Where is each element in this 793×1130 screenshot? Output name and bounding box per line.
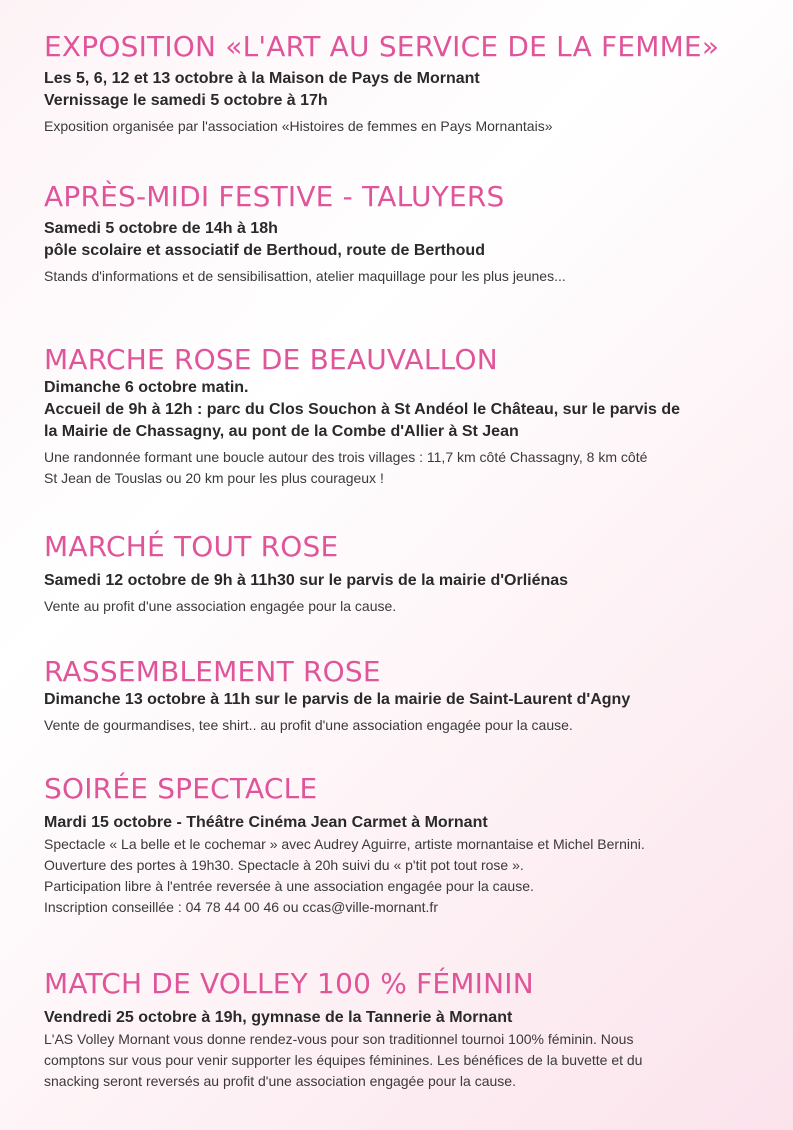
event-description-line: Participation libre à l'entrée reversée à une association engagée pour la cause. — [44, 878, 534, 894]
event-description-line: Spectacle « La belle et le cochemar » avec Audrey Aguirre, artiste mornantaise et Michel Bernini. — [44, 836, 645, 852]
event-description-line: St Jean de Touslas ou 20 km pour les plus courageux ! — [44, 470, 384, 486]
event-description-line: Inscription conseillée : 04 78 44 00 46 ou ccas@ville-mornant.fr — [44, 899, 438, 915]
event-description-line: comptons sur vous pour venir supporter les équipes féminines. Les bénéfices de la buvette et du — [44, 1052, 643, 1068]
event-detail-line: Dimanche 13 octobre à 11h sur le parvis de la mairie de Saint-Laurent d'Agny — [44, 691, 631, 708]
event-title: SOIRÉE SPECTACLE — [44, 772, 318, 805]
event-description-line: Une randonnée formant une boucle autour des trois villages : 11,7 km côté Chassagny, 8 km côté — [44, 449, 648, 465]
event-marche-tout-rose — [44, 530, 756, 617]
event-exposition — [44, 30, 756, 137]
event-detail-line: Les 5, 6, 12 et 13 octobre à la Maison de Pays de Mornant — [44, 70, 480, 87]
event-description-line: Vente au profit d'une association engagée pour la cause. — [44, 598, 397, 614]
event-description-line: Ouverture des portes à 19h30. Spectacle à 20h suivi du « p'tit pot tout rose ». — [44, 857, 524, 873]
event-marche-rose — [44, 343, 756, 489]
event-detail-line: la Mairie de Chassagny, au pont de la Combe d'Allier à St Jean — [44, 423, 519, 440]
event-apres-midi-festive — [44, 180, 756, 287]
event-rassemblement-rose — [44, 655, 756, 736]
event-description-line: Stands d'informations et de sensibilisattion, atelier maquillage pour les plus jeunes... — [44, 268, 566, 284]
event-soiree-spectacle — [44, 772, 756, 918]
event-title: RASSEMBLEMENT ROSE — [44, 655, 381, 688]
event-description-line: snacking seront reversés au profit d'une association engagée pour la cause. — [44, 1073, 516, 1089]
event-detail-line: Samedi 12 octobre de 9h à 11h30 sur le parvis de la mairie d'Orliénas — [44, 572, 569, 589]
event-detail-line: Vernissage le samedi 5 octobre à 17h — [44, 92, 328, 109]
event-detail-line: Mardi 15 octobre - Théâtre Cinéma Jean Carmet à Mornant — [44, 814, 488, 831]
event-description-line: L'AS Volley Mornant vous donne rendez-vous pour son traditionnel tournoi 100% féminin. Nous — [44, 1031, 634, 1047]
event-title: APRÈS-MIDI FESTIVE - TALUYERS — [44, 180, 505, 213]
event-title: MATCH DE VOLLEY 100 % FÉMININ — [44, 967, 534, 1000]
event-detail-line: Dimanche 6 octobre matin. — [44, 379, 249, 396]
event-title: MARCHE ROSE DE BEAUVALLON — [44, 343, 498, 376]
event-detail-line: Accueil de 9h à 12h : parc du Clos Souchon à St Andéol le Château, sur le parvis de — [44, 401, 681, 418]
event-detail-line: pôle scolaire et associatif de Berthoud, route de Berthoud — [44, 242, 485, 259]
event-description-line: Vente de gourmandises, tee shirt.. au profit d'une association engagée pour la cause. — [44, 717, 573, 733]
event-detail-line: Samedi 5 octobre de 14h à 18h — [44, 220, 278, 237]
event-description-line: Exposition organisée par l'association «Histoires de femmes en Pays Mornantais» — [44, 118, 553, 134]
event-title: MARCHÉ TOUT ROSE — [44, 530, 339, 563]
event-match-volley — [44, 967, 756, 1092]
event-detail-line: Vendredi 25 octobre à 19h, gymnase de la Tannerie à Mornant — [44, 1009, 513, 1026]
event-title: EXPOSITION «L'ART AU SERVICE DE LA FEMME» — [44, 30, 720, 63]
